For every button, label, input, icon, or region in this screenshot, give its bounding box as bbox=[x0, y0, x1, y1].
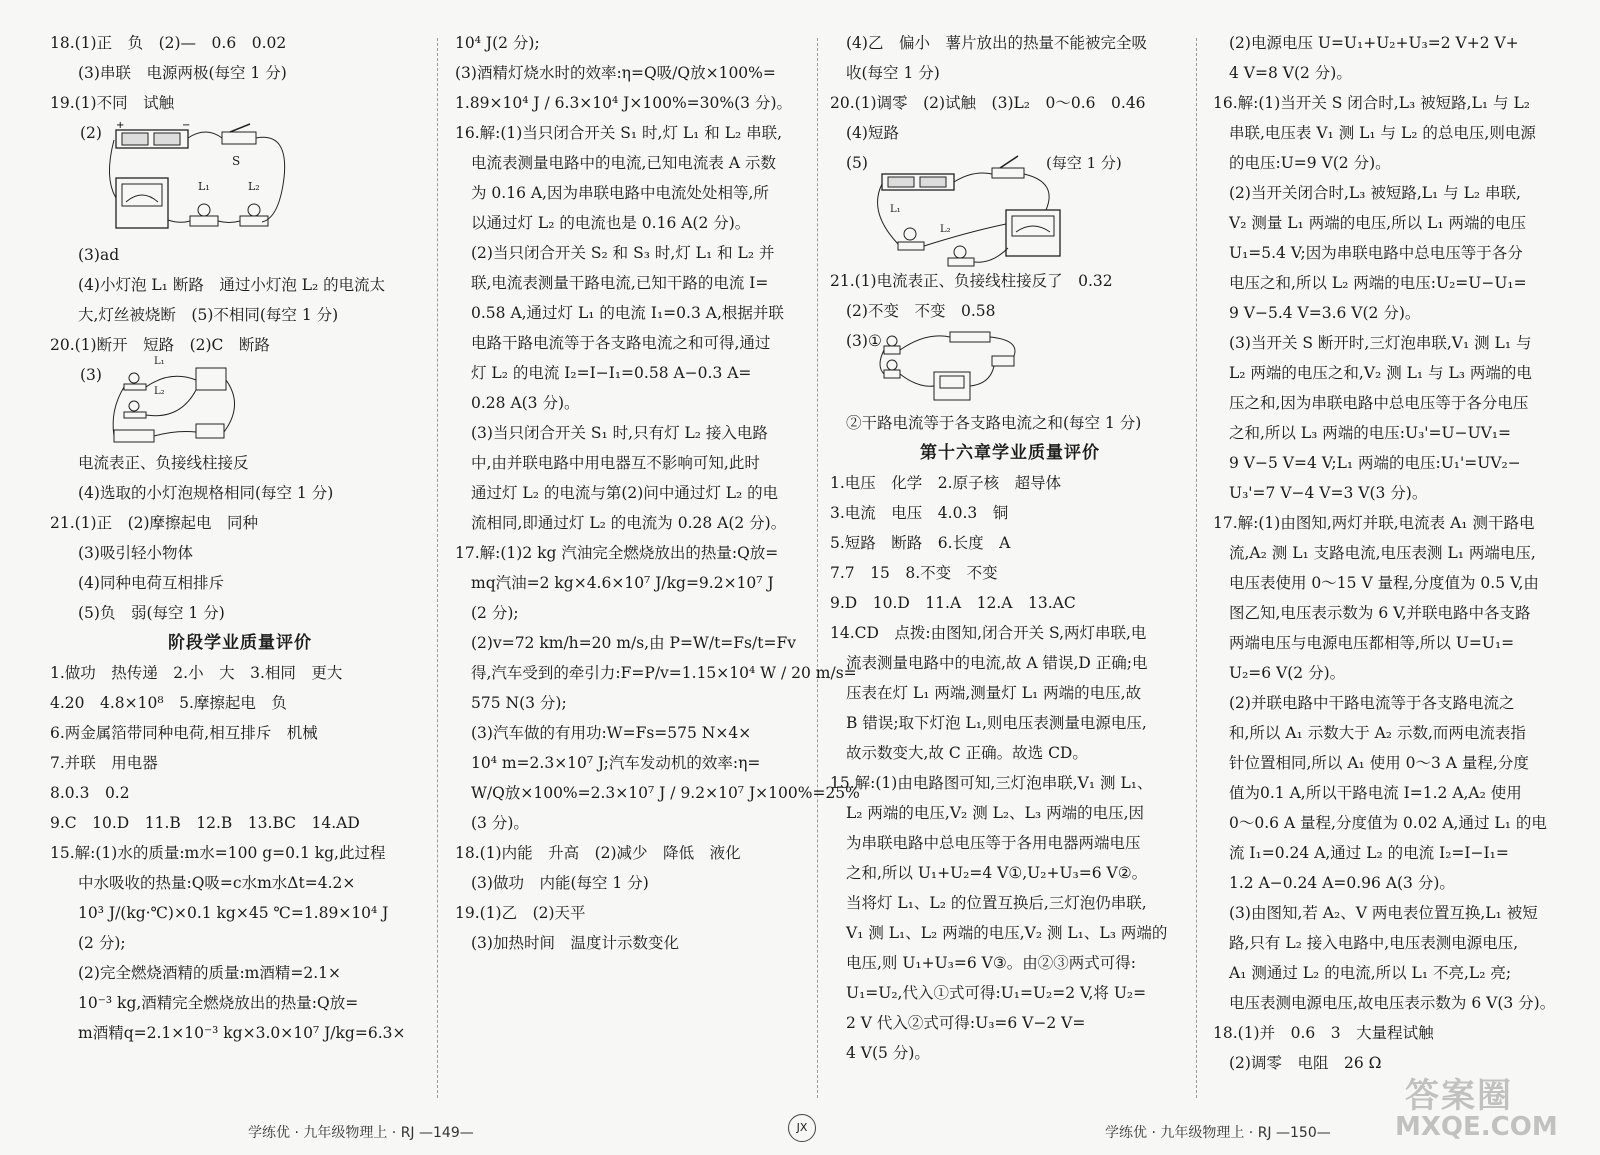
answer-line: 9 V−5.4 V=3.6 V(2 分)。 bbox=[1229, 304, 1421, 322]
answer-line: 6.两金属箔带同种电荷,相互排斥 机械 bbox=[50, 724, 318, 742]
circuit-figure-2 bbox=[80, 356, 430, 448]
answer-line: 7.7 15 8.不变 不变 bbox=[830, 564, 998, 582]
page-footer-left: 学练优 · 九年级物理上 · RJ —149— bbox=[248, 1125, 474, 1141]
answer-line: 之和,所以 U₁+U₂=4 V①,U₂+U₃=6 V②。 bbox=[846, 864, 1148, 882]
figure-label: (3)① bbox=[846, 332, 882, 350]
answer-line: 575 N(3 分); bbox=[471, 694, 567, 712]
answer-line: 17.解:(1)2 kg 汽油完全燃烧放出的热量:Q放= bbox=[455, 544, 779, 562]
answer-line: A₁ 测通过 L₂ 的电流,所以 L₁ 不亮,L₂ 亮; bbox=[1229, 964, 1512, 982]
answer-line: 19.(1)不同 试触 bbox=[50, 94, 175, 112]
answer-line: 故示数变大,故 C 正确。故选 CD。 bbox=[846, 744, 1088, 762]
circuit-diagram bbox=[880, 326, 1030, 408]
svg-text:−: − bbox=[182, 120, 191, 131]
answer-line: 通过灯 L₂ 的电流与第(2)问中通过灯 L₂ 的电 bbox=[471, 484, 779, 502]
answer-line: 当将灯 L₁、L₂ 的位置互换后,三灯泡仍串联, bbox=[846, 894, 1147, 912]
answer-line: 针位置相同,所以 A₁ 使用 0～3 A 量程,分度 bbox=[1229, 754, 1529, 772]
answer-line: 之和,所以 L₃ 两端的电压:U₃'=U−UV₁= bbox=[1229, 424, 1512, 442]
answer-line: 10⁴ m=2.3×10⁷ J;汽车发动机的效率:η= bbox=[471, 754, 761, 772]
answer-line: 大,灯丝被烧断 (5)不相同(每空 1 分) bbox=[78, 306, 339, 324]
answer-line: (3)吸引轻小物体 bbox=[78, 544, 193, 562]
answer-line: (2)当开关闭合时,L₃ 被短路,L₁ 与 L₂ 串联, bbox=[1229, 184, 1521, 202]
answer-line: 电压表使用 0～15 V 量程,分度值为 0.5 V,由 bbox=[1229, 574, 1539, 592]
column-divider bbox=[1196, 38, 1197, 1098]
answer-line: 的电压:U=9 V(2 分)。 bbox=[1229, 154, 1391, 172]
figure-label: (3) bbox=[80, 366, 102, 384]
answer-line: (3 分)。 bbox=[471, 814, 529, 832]
answer-line: 15.解:(1)由电路图可知,三灯泡串联,V₁ 测 L₁、 bbox=[830, 774, 1153, 792]
answer-line: (2)不变 不变 0.58 bbox=[846, 302, 996, 320]
answer-line: 21.(1)正 (2)摩擦起电 同种 bbox=[50, 514, 259, 532]
answer-line: 电压,则 U₁+U₃=6 V③。由②③两式可得: bbox=[846, 954, 1136, 972]
answer-line: (2 分); bbox=[78, 934, 126, 952]
answer-line: V₁ 测 L₁、L₂ 两端的电压,V₂ 测 L₁、L₃ 两端的 bbox=[846, 924, 1168, 942]
answer-line: (4)同种电荷互相排斥 bbox=[78, 574, 224, 592]
answer-line: (3)ad bbox=[78, 246, 120, 264]
answer-line: 19.(1)乙 (2)天平 bbox=[455, 904, 586, 922]
answer-line: 流 I₁=0.24 A,通过 L₂ 的电流 I₂=I−I₁= bbox=[1229, 844, 1509, 862]
answer-line: 流相同,即通过灯 L₂ 的电流为 0.28 A(2 分)。 bbox=[471, 514, 787, 532]
column-3 bbox=[830, 28, 1190, 1108]
figure-label: (5) bbox=[846, 154, 868, 172]
lamp-label: L₂ bbox=[248, 180, 260, 193]
column-2 bbox=[455, 28, 860, 1108]
answer-line: 1.89×10⁴ J / 6.3×10⁴ J×100%=30%(3 分)。 bbox=[455, 94, 792, 112]
answer-line: 14.CD 点拨:由图知,闭合开关 S,两灯串联,电 bbox=[830, 624, 1147, 642]
answer-line: (3)汽车做的有用功:W=Fs=575 N×4× bbox=[471, 724, 752, 742]
answer-line: (2)完全燃烧酒精的质量:m酒精=2.1× bbox=[78, 964, 342, 982]
answer-line: (4)选取的小灯泡规格相同(每空 1 分) bbox=[78, 484, 334, 502]
answer-line: (3)由图知,若 A₂、V 两电表位置互换,L₁ 被短 bbox=[1229, 904, 1538, 922]
answer-line: 压表在灯 L₁ 两端,测量灯 L₁ 两端的电压,故 bbox=[846, 684, 1142, 702]
answer-line: 4.20 4.8×10⁸ 5.摩擦起电 负 bbox=[50, 694, 287, 712]
answer-line: U₁=U₂,代入①式可得:U₁=U₂=2 V,将 U₂= bbox=[846, 984, 1147, 1002]
column-divider bbox=[437, 38, 438, 1098]
answer-line: 9.C 10.D 11.B 12.B 13.BC 14.AD bbox=[50, 814, 360, 832]
answer-line: 10⁴ J(2 分); bbox=[455, 34, 540, 52]
answer-line: 0.28 A(3 分)。 bbox=[471, 394, 580, 412]
publisher-logo: JX bbox=[788, 1114, 816, 1142]
answer-line: (2 分); bbox=[471, 604, 519, 622]
answer-line: 18.(1)并 0.6 3 大量程试触 bbox=[1213, 1024, 1434, 1042]
answer-line: 9 V−5 V=4 V;L₁ 两端的电压:U₁'=UV₂− bbox=[1229, 454, 1521, 472]
answer-line: 17.解:(1)由图知,两灯并联,电流表 A₁ 测干路电 bbox=[1213, 514, 1535, 532]
answer-line: (2)v=72 km/h=20 m/s,由 P=W/t=Fs/t=Fv bbox=[471, 634, 796, 652]
answer-line: (2)调零 电阻 26 Ω bbox=[1229, 1054, 1382, 1072]
answer-line: 18.(1)内能 升高 (2)减少 降低 液化 bbox=[455, 844, 741, 862]
answer-line: (2)并联电路中干路电流等于各支路电流之 bbox=[1229, 694, 1515, 712]
answer-line: 电流表测量电路中的电流,已知电流表 A 示数 bbox=[471, 154, 776, 172]
answer-line: 值为0.1 A,所以干路电流 I=1.2 A,A₂ 使用 bbox=[1229, 784, 1522, 802]
lamp-label: L₁ bbox=[154, 356, 165, 367]
answer-line: (4)小灯泡 L₁ 断路 通过小灯泡 L₂ 的电流太 bbox=[78, 276, 386, 294]
answer-line: (4)短路 bbox=[846, 124, 899, 142]
answer-line: (3)当开关 S 断开时,三灯泡串联,V₁ 测 L₁ 与 bbox=[1229, 334, 1532, 352]
circuit-figure-1 bbox=[80, 118, 430, 240]
answer-line: (2)电源电压 U=U₁+U₂+U₃=2 V+2 V+ bbox=[1229, 34, 1519, 52]
answer-line: 中水吸收的热量:Q吸=c水m水Δt=4.2× bbox=[78, 874, 356, 892]
answer-line: U₁=5.4 V;因为串联电路中总电压等于各分 bbox=[1229, 244, 1523, 262]
lamp-label: L₁ bbox=[198, 180, 210, 193]
answer-line: 16.解:(1)当开关 S 闭合时,L₃ 被短路,L₁ 与 L₂ bbox=[1213, 94, 1530, 112]
answer-line: 图乙知,电压表示数为 6 V,并联电路中各支路 bbox=[1229, 604, 1531, 622]
answer-line: 电压表测电源电压,故电压表示数为 6 V(3 分)。 bbox=[1229, 994, 1556, 1012]
svg-text:+: + bbox=[116, 120, 125, 131]
answer-line: B 错误;取下灯泡 L₁,则电压表测量电源电压, bbox=[846, 714, 1147, 732]
answer-line: (2)当只闭合开关 S₂ 和 S₃ 时,灯 L₁ 和 L₂ 并 bbox=[471, 244, 775, 262]
answer-line: ②干路电流等于各支路电流之和(每空 1 分) bbox=[846, 414, 1142, 432]
column-4 bbox=[1213, 28, 1573, 1108]
answer-line: 流,A₂ 测 L₁ 支路电流,电压表测 L₁ 两端电压, bbox=[1229, 544, 1536, 562]
answer-line: 联,电流表测量干路电流,已知干路的电流 I= bbox=[471, 274, 769, 292]
answer-line: (3)加热时间 温度计示数变化 bbox=[471, 934, 679, 952]
answer-line: 10³ J/(kg·℃)×0.1 kg×45 ℃=1.89×10⁴ J bbox=[78, 904, 389, 922]
answer-line: (3)当只闭合开关 S₁ 时,只有灯 L₂ 接入电路 bbox=[471, 424, 768, 442]
answer-line: 串联,电压表 V₁ 测 L₁ 与 L₂ 的总电压,则电源 bbox=[1229, 124, 1536, 142]
column-1 bbox=[50, 28, 430, 1108]
answer-line: 电路干路电流等于各支路电流之和可得,通过 bbox=[471, 334, 771, 352]
answer-line: 16.解:(1)当只闭合开关 S₁ 时,灯 L₁ 和 L₂ 串联, bbox=[455, 124, 783, 142]
figure-label: (2) bbox=[80, 124, 102, 142]
answer-line: 0～0.6 A 量程,分度值为 0.02 A,通过 L₁ 的电 bbox=[1229, 814, 1547, 832]
answer-line: 7.并联 用电器 bbox=[50, 754, 158, 772]
page-footer-right: 学练优 · 九年级物理上 · RJ —150— bbox=[1105, 1125, 1331, 1141]
answer-line: V₂ 测量 L₁ 两端的电压,所以 L₁ 两端的电压 bbox=[1229, 214, 1526, 232]
circuit-figure-4 bbox=[846, 326, 1190, 408]
circuit-figure-3 bbox=[846, 148, 1190, 266]
answer-line: 15.解:(1)水的质量:m水=100 g=0.1 kg,此过程 bbox=[50, 844, 386, 862]
answer-line: 得,汽车受到的牵引力:F=P/v=1.15×10⁴ W / 20 m/s= bbox=[471, 664, 857, 682]
answer-line: 20.(1)调零 (2)试触 (3)L₂ 0～0.6 0.46 bbox=[830, 94, 1146, 112]
answer-line: L₂ 两端的电压之和,V₂ 测 L₁ 与 L₃ 两端的电 bbox=[1229, 364, 1532, 382]
watermark bbox=[1395, 1068, 1565, 1148]
answer-line: m酒精q=2.1×10⁻³ kg×3.0×10⁷ J/kg=6.3× bbox=[78, 1024, 406, 1042]
answer-line: 8.0.3 0.2 bbox=[50, 784, 130, 802]
answer-line: 以通过灯 L₂ 的电流也是 0.16 A(2 分)。 bbox=[471, 214, 751, 232]
answer-line: 和,所以 A₁ 示数大于 A₂ 示数,而两电流表指 bbox=[1229, 724, 1526, 742]
answer-line: (3)做功 内能(每空 1 分) bbox=[471, 874, 649, 892]
answer-line: (4)乙 偏小 薯片放出的热量不能被完全吸 bbox=[846, 34, 1147, 52]
watermark-text: 答案圈 bbox=[1405, 1076, 1513, 1116]
circuit-diagram bbox=[110, 360, 260, 448]
section-heading: 阶段学业质量评价 bbox=[168, 633, 312, 653]
answer-line: (3)酒精灯烧水时的效率:η=Q吸/Q放×100%= bbox=[455, 64, 776, 82]
answer-line: 流表测量电路中的电流,故 A 错误,D 正确;电 bbox=[846, 654, 1148, 672]
answer-line: 为 0.16 A,因为串联电路中电流处处相等,所 bbox=[471, 184, 769, 202]
answer-line: (5)负 弱(每空 1 分) bbox=[78, 604, 225, 622]
answer-line: 1.做功 热传递 2.小 大 3.相同 更大 bbox=[50, 664, 343, 682]
answer-line: 9.D 10.D 11.A 12.A 13.AC bbox=[830, 594, 1076, 612]
answer-line: 灯 L₂ 的电流 I₂=I−I₁=0.58 A−0.3 A= bbox=[471, 364, 752, 382]
answer-line: 21.(1)电流表正、负接线柱接反了 0.32 bbox=[830, 272, 1113, 290]
answer-line: L₂ 两端的电压,V₂ 测 L₂、L₃ 两端的电压,因 bbox=[846, 804, 1144, 822]
answer-line: 1.电压 化学 2.原子核 超导体 bbox=[830, 474, 1062, 492]
switch-label: S bbox=[232, 154, 241, 168]
answer-line: mq汽油=2 kg×4.6×10⁷ J/kg=9.2×10⁷ J bbox=[471, 574, 774, 592]
answer-line: (3)串联 电源两极(每空 1 分) bbox=[78, 64, 287, 82]
lamp-label: L₂ bbox=[154, 386, 165, 397]
answer-line: W/Q放×100%=2.3×10⁷ J / 9.2×10⁷ J×100%=25% bbox=[471, 784, 860, 802]
answer-line: 0.58 A,通过灯 L₁ 的电流 I₁=0.3 A,根据并联 bbox=[471, 304, 784, 322]
answer-line: 2 V 代入②式可得:U₃=6 V−2 V= bbox=[846, 1014, 1086, 1032]
section-heading: 第十六章学业质量评价 bbox=[920, 443, 1100, 463]
answer-line: 4 V(5 分)。 bbox=[846, 1044, 930, 1062]
answer-line: 压之和,因为串联电路中总电压等于各分电压 bbox=[1229, 394, 1529, 412]
answer-line: 4 V=8 V(2 分)。 bbox=[1229, 64, 1352, 82]
answer-line: 1.2 A−0.24 A=0.96 A(3 分)。 bbox=[1229, 874, 1455, 892]
watermark-url: MXQE.COM bbox=[1395, 1112, 1558, 1142]
answer-line: 为串联电路中总电压等于各用电器两端电压 bbox=[846, 834, 1141, 852]
lamp-label: L₂ bbox=[940, 224, 951, 235]
column-divider bbox=[817, 38, 818, 1098]
answer-line: 路,只有 L₂ 接入电路中,电压表测电源电压, bbox=[1229, 934, 1519, 952]
answer-line: 电压之和,所以 L₂ 两端的电压:U₂=U−U₁= bbox=[1229, 274, 1527, 292]
answer-line: 3.电流 电压 4.0.3 铜 bbox=[830, 504, 1009, 522]
answer-line: 5.短路 断路 6.长度 A bbox=[830, 534, 1011, 552]
lamp-label: L₁ bbox=[890, 204, 901, 215]
answer-line: 20.(1)断开 短路 (2)C 断路 bbox=[50, 336, 270, 354]
answer-line: 两端电压与电源电压都相等,所以 U=U₁= bbox=[1229, 634, 1515, 652]
answer-line: 18.(1)正 负 (2)— 0.6 0.02 bbox=[50, 34, 287, 52]
answer-line: U₂=6 V(2 分)。 bbox=[1229, 664, 1346, 682]
answer-line: 电流表正、负接线柱接反 bbox=[78, 454, 249, 472]
answer-line: 10⁻³ kg,酒精完全燃烧放出的热量:Q放= bbox=[78, 994, 359, 1012]
circuit-diagram bbox=[114, 118, 314, 240]
figure-note: (每空 1 分) bbox=[1046, 154, 1122, 172]
answer-line: 中,由并联电路中用电器互不影响可知,此时 bbox=[471, 454, 760, 472]
answer-line: 收(每空 1 分) bbox=[846, 64, 940, 82]
answer-line: U₃'=7 V−4 V=3 V(3 分)。 bbox=[1229, 484, 1428, 502]
